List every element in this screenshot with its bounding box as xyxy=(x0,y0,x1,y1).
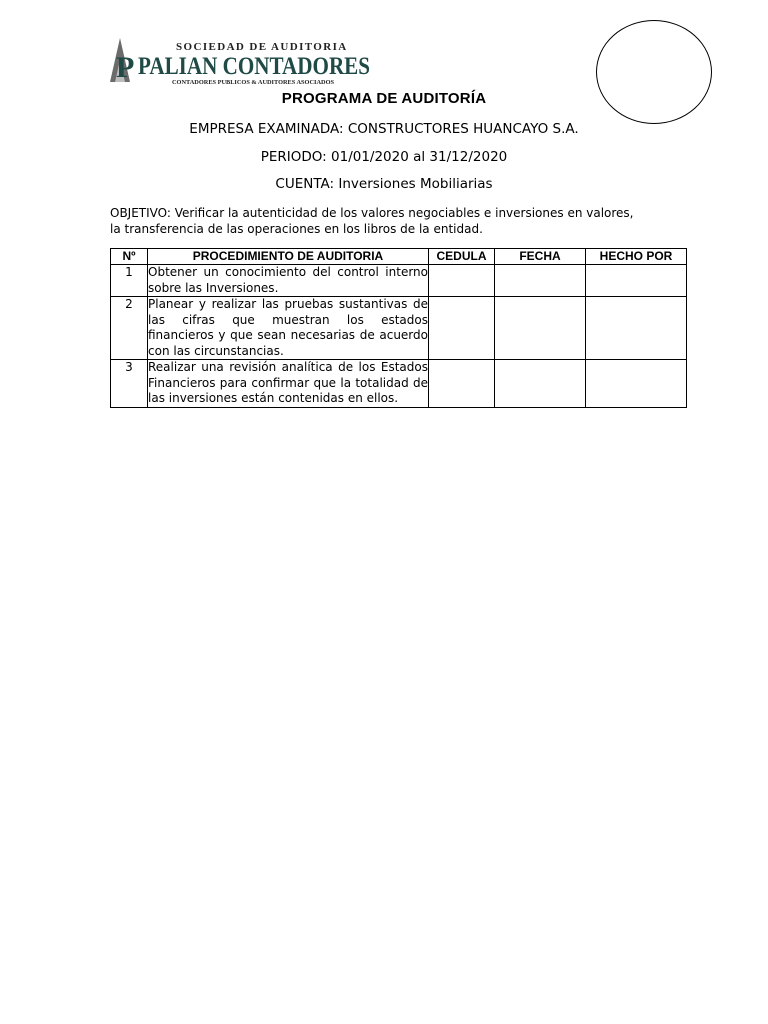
row-fecha-cell xyxy=(495,360,586,408)
procedures-table xyxy=(110,248,687,408)
logo-initial: P xyxy=(116,51,135,84)
empresa-line: EMPRESA EXAMINADA: CONSTRUCTORES HUANCAYO S.A. xyxy=(189,121,579,137)
periodo-line: PERIODO: 01/01/2020 al 31/12/2020 xyxy=(260,149,508,165)
header-num: Nº xyxy=(111,249,148,265)
row-cedula-cell xyxy=(429,360,495,408)
row-procedure: Planear y realizar las pruebas sustantivas de las cifras que muestran los estados financieros y que sean necesarias de acuerdo con las circunstancias. xyxy=(148,297,428,358)
row-number: 3 xyxy=(111,360,148,408)
row-fecha-cell xyxy=(495,265,586,297)
stamp-circle xyxy=(596,20,712,124)
row-fecha-cell xyxy=(495,297,586,360)
row-procedure: Obtener un conocimiento del control interno sobre las Inversiones. xyxy=(148,265,428,295)
row-hecho-por-cell xyxy=(586,360,687,408)
document-title: PROGRAMA DE AUDITORÍA xyxy=(281,90,487,107)
row-cedula-cell xyxy=(429,297,495,360)
table-row xyxy=(111,360,687,408)
table-row xyxy=(111,265,687,297)
row-cedula-cell xyxy=(429,265,495,297)
cuenta-line: CUENTA: Inversiones Mobiliarias xyxy=(275,176,493,192)
logo-top-line: SOCIEDAD DE AUDITORIA xyxy=(176,41,348,53)
header-fecha: FECHA xyxy=(495,249,586,265)
row-hecho-por-cell xyxy=(586,265,687,297)
company-logo xyxy=(108,36,388,90)
header-hecho-por: HECHO POR xyxy=(586,249,687,265)
objetivo-line-1: OBJETIVO: Verificar la autenticidad de los valores negociables e inversiones en valores, xyxy=(110,206,634,220)
logo-brand-name: PALIAN CONTADORES xyxy=(138,53,370,80)
objetivo-paragraph xyxy=(110,205,690,237)
header-cedula: CEDULA xyxy=(429,249,495,265)
header-procedimiento: PROCEDIMIENTO DE AUDITORIA xyxy=(148,249,429,265)
table-row xyxy=(111,297,687,360)
row-procedure: Realizar una revisión analítica de los Estados Financieros para confirmar que la totalidad de las inversiones están contenidas en ellos. xyxy=(148,360,428,405)
row-hecho-por-cell xyxy=(586,297,687,360)
row-number: 2 xyxy=(111,297,148,360)
row-number: 1 xyxy=(111,265,148,297)
table-header-row xyxy=(111,249,687,265)
objetivo-line-2: la transferencia de las operaciones en los libros de la entidad. xyxy=(110,222,483,236)
logo-tagline: CONTADORES PUBLICOS & AUDITORES ASOCIADOS xyxy=(172,80,335,86)
